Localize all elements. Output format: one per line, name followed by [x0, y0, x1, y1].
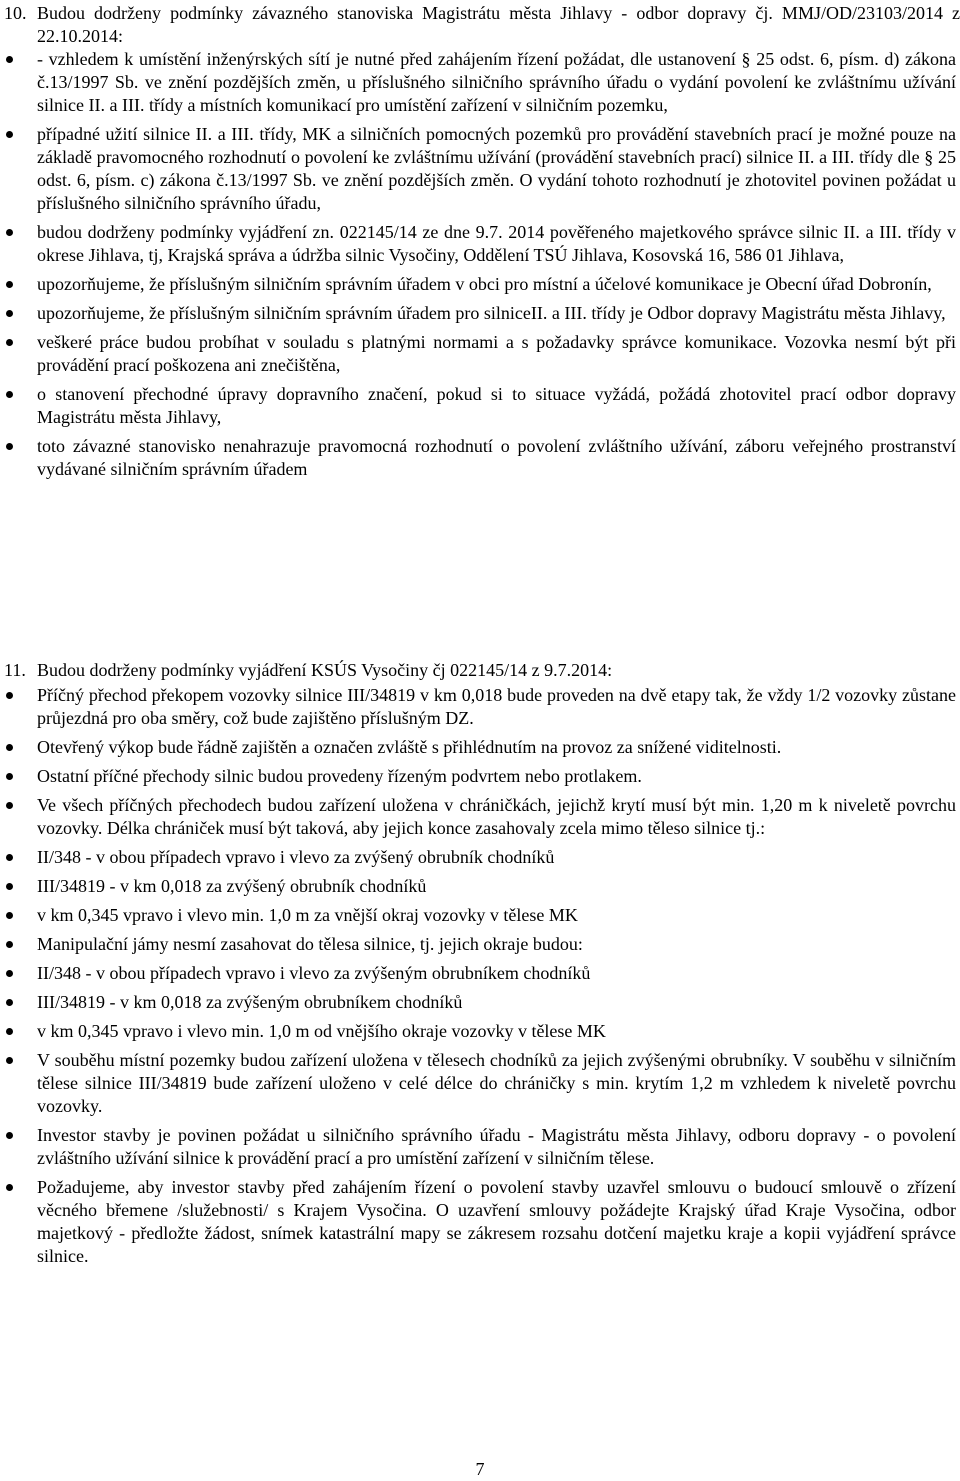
bullet-icon [6, 802, 13, 809]
list-item-text: III/34819 - v km 0,018 za zvýšený obrubník chodníků [37, 876, 427, 896]
bullet-icon [6, 854, 13, 861]
bullet-icon [6, 941, 13, 948]
bullet-icon [6, 692, 13, 699]
page-number: 7 [475, 1459, 485, 1479]
list-item [0, 904, 960, 927]
list-item-text: Příčný přechod překopem vozovky silnice III/34819 v km 0,018 bude proveden na dvě etapy tak, že vždy 1/2 vozovky zůstane průjezdná pro oba směry, což bude zajištěno příslušným DZ. [37, 685, 956, 728]
bullet-icon [6, 310, 13, 317]
bullet-icon [6, 131, 13, 138]
list-item [0, 1020, 960, 1043]
list-item [0, 435, 960, 481]
section-10-list [0, 48, 960, 481]
list-item [0, 794, 960, 840]
list-item-text: toto závazné stanovisko nenahrazuje pravomocná rozhodnutí o povolení zvláštního užívání, záboru veřejného prostranství vydávané silničním správním úřadem [37, 436, 956, 479]
list-item [0, 991, 960, 1014]
bullet-icon [6, 883, 13, 890]
list-item [0, 123, 960, 215]
section-10 [0, 2, 960, 487]
bullet-icon [6, 1184, 13, 1191]
bullet-icon [6, 744, 13, 751]
list-item-text: II/348 - v obou případech vpravo i vlevo za zvýšeným obrubníkem chodníků [37, 963, 591, 983]
list-item-text: upozorňujeme, že příslušným silničním správním úřadem pro silniceII. a III. třídy je Odbor dopravy Magistrátu města Jihlavy, [37, 303, 946, 323]
list-item-text: v km 0,345 vpravo i vlevo min. 1,0 m od vnějšího okraje vozovky v tělese MK [37, 1021, 606, 1041]
list-item-text: veškeré práce budou probíhat v souladu s platnými normami a s požadavky správce komunikace. Vozovka nesmí být při provádění prací poškozena ani znečištěna, [37, 332, 956, 375]
bullet-icon [6, 339, 13, 346]
bullet-icon [6, 391, 13, 398]
bullet-icon [6, 773, 13, 780]
bullet-icon [6, 912, 13, 919]
list-item [0, 1049, 960, 1118]
section-11-list [0, 684, 960, 1268]
section-11-heading [0, 659, 960, 682]
list-item-text: Otevřený výkop bude řádně zajištěn a označen zvláště s přihlédnutím na provoz za snížené viditelnosti. [37, 737, 782, 757]
list-item-text: budou dodrženy podmínky vyjádření zn. 022145/14 ze dne 9.7. 2014 pověřeného majetkového správce silnic II. a III. třídy v okrese Jihlava, tj, Krajská správa a údržba silnic Vysočiny, Oddělení TSÚ Jihlava, Kosovská 16, 586 01 Jihlava, [37, 222, 956, 265]
bullet-icon [6, 999, 13, 1006]
section-10-number: 10. [4, 3, 27, 23]
list-item [0, 933, 960, 956]
list-item [0, 221, 960, 267]
list-item-text: II/348 - v obou případech vpravo i vlevo za zvýšený obrubník chodníků [37, 847, 555, 867]
list-item-text: Ostatní příčné přechody silnic budou provedeny řízeným podvrtem nebo protlakem. [37, 766, 642, 786]
section-10-heading-text: Budou dodrženy podmínky závazného stanoviska Magistrátu města Jihlavy - odbor dopravy čj. MMJ/OD/23103/2014 z 22.10.2014: [37, 3, 960, 46]
list-item [0, 1176, 960, 1268]
bullet-icon [6, 970, 13, 977]
section-11 [0, 659, 960, 1274]
list-item [0, 302, 960, 325]
list-item-text: o stanovení přechodné úpravy dopravního značení, pokud si to situace vyžádá, požádá zhotovitel prací odbor dopravy Magistrátu města Jihlavy, [37, 384, 956, 427]
list-item [0, 846, 960, 869]
list-item-text: Ve všech příčných přechodech budou zařízení uložena v chráničkách, jejichž krytí musí být min. 1,20 m k niveletě povrchu vozovky. Délka chrániček musí být taková, aby jejich konce zasahovaly zcela mimo těleso silnice tj.: [37, 795, 956, 838]
list-item [0, 383, 960, 429]
list-item [0, 875, 960, 898]
list-item [0, 331, 960, 377]
list-item [0, 48, 960, 117]
list-item-text: Manipulační jámy nesmí zasahovat do tělesa silnice, tj. jejich okraje budou: [37, 934, 583, 954]
list-item [0, 684, 960, 730]
bullet-icon [6, 56, 13, 63]
list-item [0, 1124, 960, 1170]
list-item-text: upozorňujeme, že příslušným silničním správním úřadem v obci pro místní a účelové komunikace je Obecní úřad Dobronín, [37, 274, 932, 294]
bullet-icon [6, 229, 13, 236]
list-item-text: - vzhledem k umístění inženýrských sítí je nutné před zahájením řízení požádat, dle ustanovení § 25 odst. 6, písm. d) zákona č.13/1997 Sb. ve znění pozdějších změn, u příslušného silničního správního úřadu o vydání povolení ke zvláštnímu užívání silnice II. a III. třídy a místních komunikací pro umístění zařízení v silničním pozemku, [37, 49, 956, 115]
list-item-text: případné užití silnice II. a III. třídy, MK a silničních pomocných pozemků pro provádění stavebních prací je možné pouze na základě pravomocného rozhodnutí o povolení ke zvláštnímu užívání (provádění stavebních prací) silnice II. a III. třídy dle § 25 odst. 6, písm. c) zákona č.13/1997 Sb. ve znění pozdějších změn. O vydání tohoto rozhodnutí je zhotovitel povinen požádat u příslušného silničního správního úřadu, [37, 124, 956, 213]
bullet-icon [6, 443, 13, 450]
bullet-icon [6, 281, 13, 288]
section-10-heading [0, 2, 960, 48]
list-item-text: III/34819 - v km 0,018 za zvýšeným obrubníkem chodníků [37, 992, 463, 1012]
list-item [0, 765, 960, 788]
list-item [0, 962, 960, 985]
bullet-icon [6, 1057, 13, 1064]
list-item-text: V souběhu místní pozemky budou zařízení uložena v tělesech chodníků za jejich zvýšenými obrubníky. V souběhu v silničním tělese silnice III/34819 bude zařízení uloženo v celé délce do chráničky s min. krytím 1,2 m vzhledem k niveletě povrchu vozovky. [37, 1050, 956, 1116]
list-item [0, 273, 960, 296]
list-item-text: Investor stavby je povinen požádat u silničního správního úřadu - Magistrátu města Jihlavy, odboru dopravy - o povolení zvláštního užívání silnice k provádění prací a pro umístění zařízení v silničním tělese. [37, 1125, 956, 1168]
list-item-text: v km 0,345 vpravo i vlevo min. 1,0 m za vnější okraj vozovky v tělese MK [37, 905, 578, 925]
section-11-number: 11. [4, 660, 26, 680]
bullet-icon [6, 1132, 13, 1139]
section-11-heading-text: Budou dodrženy podmínky vyjádření KSÚS Vysočiny čj 022145/14 z 9.7.2014: [37, 660, 613, 680]
list-item-text: Požadujeme, aby investor stavby před zahájením řízení o povolení stavby uzavřel smlouvu o budoucí smlouvě o zřízení věcného břemene /služebnosti/ s Krajem Vysočina. O uzavření smlouvy požádejte Krajský úřad Kraje Vysočina, odbor majetkový - předložte žádost, snímek katastrální mapy se zákresem rozsahu dotčení majetku kraje a kopii vyjádření správce silnice. [37, 1177, 956, 1266]
bullet-icon [6, 1028, 13, 1035]
list-item [0, 736, 960, 759]
